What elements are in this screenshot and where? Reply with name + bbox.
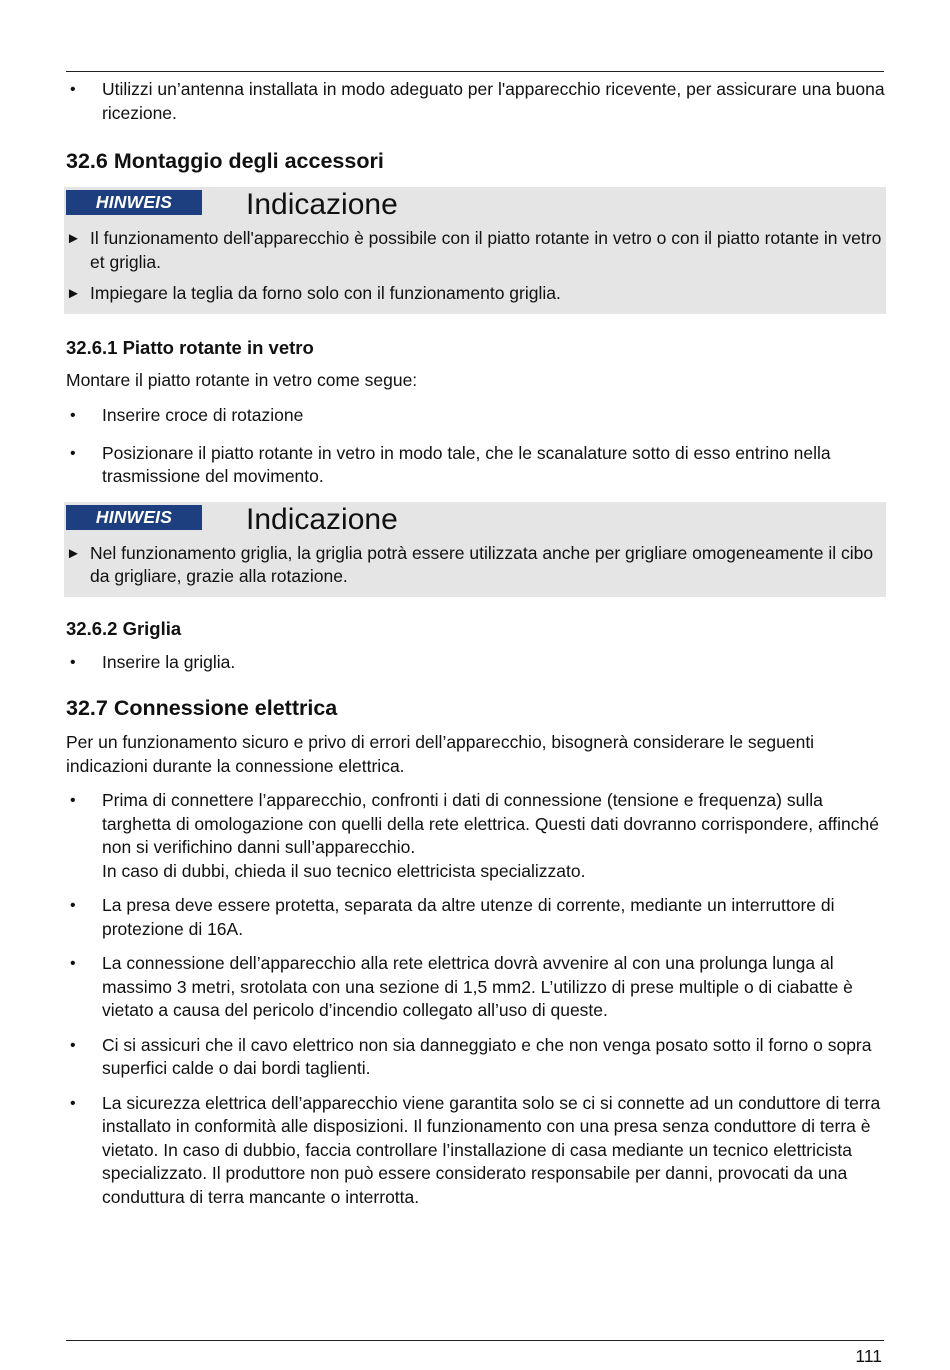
list-item: • Ci si assicuri che il cavo elettrico non sia danneggiato e che non venga posato sotto il forno o sopra superfici calde o dai bordi taglienti. (66, 1034, 886, 1081)
note-item-text: Il funzionamento dell'apparecchio è possibile con il piatto rotante in vetro o con il piatto rotante in vetro et griglia. (90, 228, 882, 272)
arrow-right-icon: ► (66, 544, 81, 562)
list-item: • Utilizzi un’antenna installata in modo adeguato per l'apparecchio ricevente, per assicurare una buona ricezione. (66, 78, 886, 125)
bullet-list (66, 404, 886, 489)
list-item (66, 789, 886, 883)
note-item-text: Nel funzionamento griglia, la griglia potrà essere utilizzata anche per grigliare omogeneamente il cibo da grigliare, grazie alla rotazione. (90, 542, 874, 586)
hinweis-badge: HINWEIS (66, 505, 202, 530)
note-box (64, 187, 886, 314)
page-number: 111 (855, 1346, 882, 1366)
hinweis-badge: HINWEIS (66, 190, 202, 215)
bullet-list (66, 651, 886, 675)
arrow-right-icon: ► (66, 285, 81, 302)
note-item (64, 282, 886, 306)
header-rule (66, 71, 884, 72)
note-header (64, 187, 886, 227)
paragraph: Montare il piatto rotante in vetro come segue: (66, 369, 418, 390)
section-title-32-6-2: 32.6.2 Griglia (66, 617, 182, 639)
section-title-32-7: 32.7 Connessione elettrica (66, 696, 338, 720)
list-item: • La connessione dell’apparecchio alla rete elettrica dovrà avvenire al con una prolunga lunga al massimo 3 metri, srotolata con una sezione di 1,5 mm2. L’utilizzo di prese multiple o di ciabatte è vietato a causa del pericolo d’incendio collegato all’uso di queste. (66, 952, 886, 1023)
section-title-32-6-1: 32.6.1 Piatto rotante in vetro (66, 336, 314, 358)
paragraph: Per un funzionamento sicuro e privo di errori dell’apparecchio, bisognerà considerare le seguenti indicazioni durante la connessione elettrica. (66, 732, 815, 776)
list-item-text: Prima di connettere l’apparecchio, confronti i dati di connessione (tensione e frequenza) sulla targhetta di omologazione con quelli della rete elettrica. Questi dati dovranno corrispondere, affinché non si verifichino danni sull’apparecchio. (102, 790, 879, 857)
note-item (64, 227, 886, 274)
arrow-right-icon: ► (66, 230, 81, 247)
note-title: Indicazione (246, 188, 398, 221)
note-header (64, 502, 886, 542)
bullet-list (66, 789, 886, 1209)
list-item: • Posizionare il piatto rotante in vetro in modo tale, che le scanalature sotto di esso entrino nella trasmissione del movimento. (66, 442, 886, 489)
note-item (64, 542, 886, 589)
footer-rule (66, 1340, 884, 1341)
list-item: • La presa deve essere protetta, separata da altre utenze di corrente, mediante un interruttore di protezione di 16A. (66, 894, 886, 941)
list-item: • Inserire la griglia. (66, 651, 886, 675)
intro-bullet-list (66, 78, 886, 125)
note-item-text: Impiegare la teglia da forno solo con il funzionamento griglia. (90, 283, 561, 303)
note-box (64, 502, 886, 597)
page-content (66, 78, 886, 1209)
list-item: • La sicurezza elettrica dell’apparecchio viene garantita solo se ci si connette ad un conduttore di terra installato in conformità alle disposizioni. Il funzionamento con una presa senza conduttore di terra è vietato. In caso di dubbio, faccia controllare l’installazione di casa mediante un tecnico elettricista specializzato. Il produttore non può essere considerato responsabile per danni, provocati da una conduttura di terra mancante o interrotta. (66, 1092, 886, 1210)
section-title-32-6: 32.6 Montaggio degli accessori (66, 149, 384, 173)
list-item: • Inserire croce di rotazione (66, 404, 886, 428)
list-item-extra: In caso di dubbi, chieda il suo tecnico elettricista specializzato. (102, 860, 586, 881)
note-title: Indicazione (246, 502, 398, 536)
